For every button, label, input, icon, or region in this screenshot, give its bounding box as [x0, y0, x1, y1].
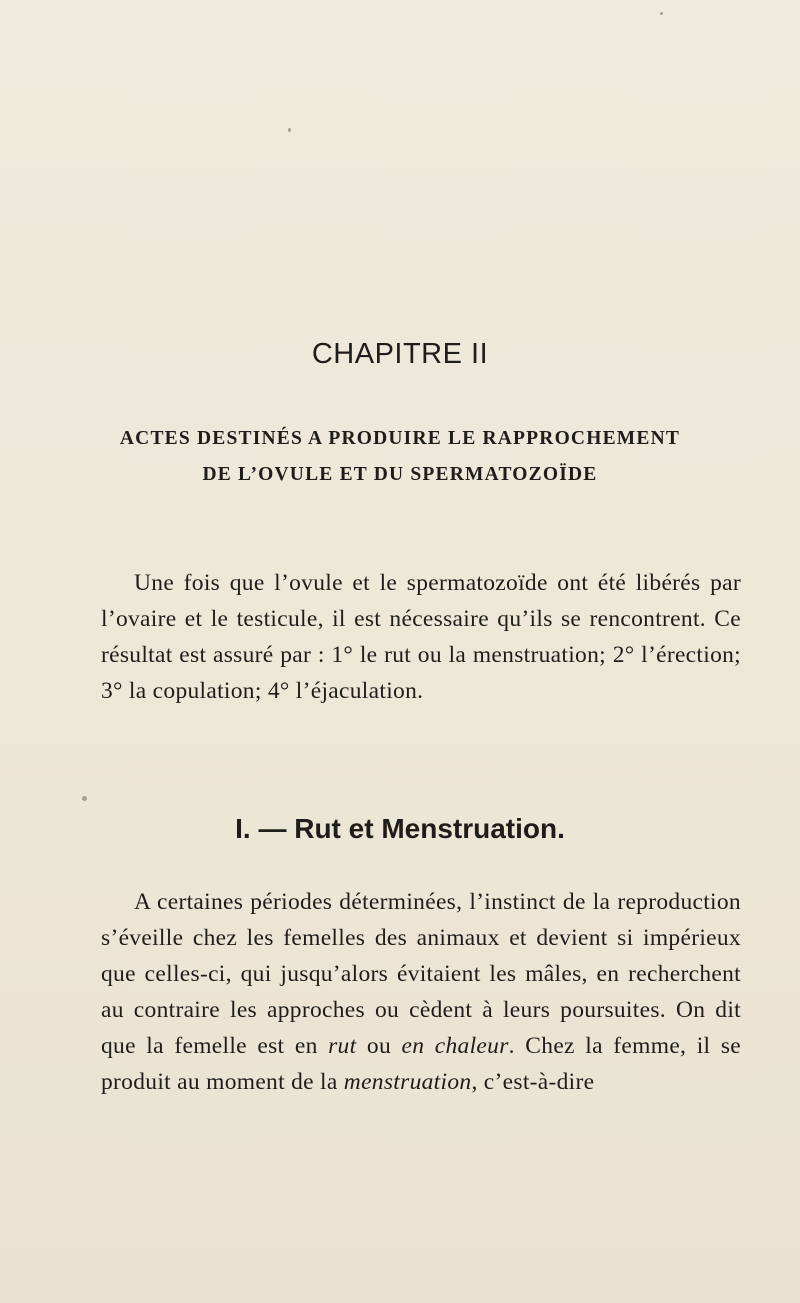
body-text: ou	[356, 1033, 402, 1059]
body-paragraph	[101, 884, 741, 1100]
chapter-title: CHAPITRE II	[311, 338, 489, 370]
italic-term: en chaleur	[401, 1033, 509, 1059]
paper-speck	[288, 128, 291, 132]
chapter-subtitle-line1: ACTES DESTINÉS A PRODUIRE LE RAPPROCHEMENT	[119, 428, 681, 449]
paper-speck	[660, 12, 663, 15]
section-heading: I. — Rut et Menstruation.	[235, 813, 565, 844]
intro-paragraph: Une fois que l’ovule et le spermatozoïde ont été libérés par l’ovaire et le testicule, il est nécessaire qu’ils se rencontrent. Ce résultat est assuré par : 1° le rut ou la menstruation; 2° l’érection; 3° la copulation; 4° l’éjaculation.	[101, 570, 741, 704]
paper-speck	[82, 796, 87, 801]
body-text: A certaines périodes déterminées, l’instinct de la reproduction s’éveille chez les femelles des animaux et devient si impérieux que celles-ci, qui jusqu’alors évitaient les mâles, en recherchent au contraire les approches ou cèdent à leurs poursuites. On dit que la femelle est en	[101, 889, 741, 1059]
body-text: , c’est-à-dire	[471, 1069, 595, 1095]
italic-term: rut	[328, 1033, 357, 1059]
italic-term: menstruation	[343, 1069, 472, 1095]
body-text: . Chez la femme, il se produit au moment de la	[101, 1033, 742, 1095]
chapter-subtitle-line2: DE L’OVULE ET DU SPERMATOZOÏDE	[202, 464, 598, 485]
